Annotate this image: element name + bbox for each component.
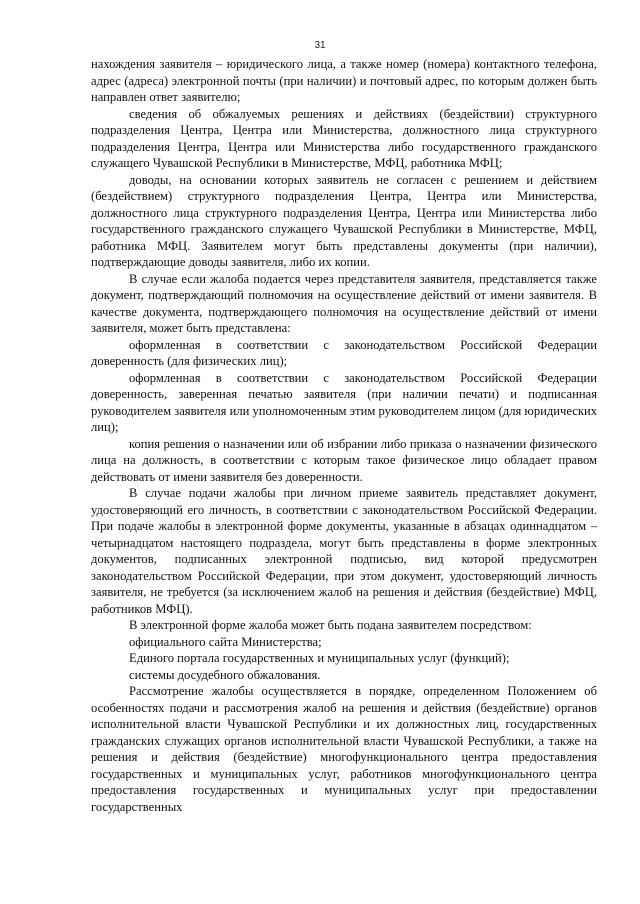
paragraph: официального сайта Министерства; [129,634,322,649]
paragraph: В случае если жалоба подается через представителя заявителя, представляется также документ, подтверждающий полномочия на осуществление действий от имени заявителя. В качестве документа, подтверждающего полномочия на осуществление действий от имени заявителя, может быть представлена: [91,271,597,335]
paragraph: системы досудебного обжалования. [129,667,321,682]
paragraph: доводы, на основании которых заявитель не согласен с решением и действием (бездействием) структурного подразделения Центра, Центра или Министерства, должностного лица структурного подразделения Центра, Центра или Министерства либо государственного гражданского служащего Чувашской Республики в Министерстве, МФЦ, работника МФЦ. Заявителем могут быть представлены документы (при наличии), подтверждающие доводы заявителя, либо их копии. [91,172,597,269]
paragraph: Единого портала государственных и муниципальных услуг (функций); [129,651,510,665]
document-body [91,56,597,815]
paragraph: оформленная в соответствии с законодательством Российской Федерации доверенность (для физических лиц); [91,337,597,368]
paragraph: копия решения о назначении или об избрании либо приказа о назначении физического лица на должность, в соответствии с которым такое физическое лицо обладает правом действовать от имени заявителя без доверенности. [91,436,597,484]
paragraph: оформленная в соответствии с законодательством Российской Федерации доверенность, заверенная печатью заявителя (при наличии печати) и подписанная руководителем заявителя или уполномоченным этим руководителем лицом (для юридических лиц); [91,370,598,434]
paragraph: Рассмотрение жалобы осуществляется в порядке, определенном Положением об особенностях подачи и рассмотрения жалоб на решения и действия (бездействие) органов исполнительной власти Чувашской Республики и их должностных лиц, государственных гражданских служащих органов исполнительной власти Чувашской Республики, а также на решения и действия (бездействие) многофункционального центра предоставления государственных и муниципальных услуг, работников многофункционального центра предоставления государственных и муниципальных услуг при предоставлении государственных [91,684,597,814]
page-number: 31 [314,40,326,51]
paragraph: В случае подачи жалобы при личном приеме заявитель представляет документ, удостоверяющий его личность, в соответствии с законодательством Российской Федерации. При подаче жалобы в электронной форме документы, указанные в абзацах одиннадцатом – четырнадцатом настоящего подраздела, могут быть представлены в форме электронных документов, подписанных электронной подписью, вид которой предусмотрен законодательством Российской Федерации, при этом документ, удостоверяющий личность заявителя, не требуется (за исключением жалоб на решения и действия (бездействие) МФЦ, работников МФЦ). [91,486,597,616]
paragraph: нахождения заявителя – юридического лица, а также номер (номера) контактного телефона, адрес (адреса) электронной почты (при наличии) и почтовый адрес, по которым должен быть направлен ответ заявителю; [91,57,597,104]
paragraph: В электронной форме жалоба может быть подана заявителем посредством: [129,618,532,632]
paragraph: сведения об обжалуемых решениях и действиях (бездействии) структурного подразделения Центра, Центра или Министерства, должностного лица структурного подразделения Центра, Центра или Министерства либо государственного гражданского служащего Чувашской Республики в Министерстве, МФЦ, работника МФЦ; [91,106,597,170]
